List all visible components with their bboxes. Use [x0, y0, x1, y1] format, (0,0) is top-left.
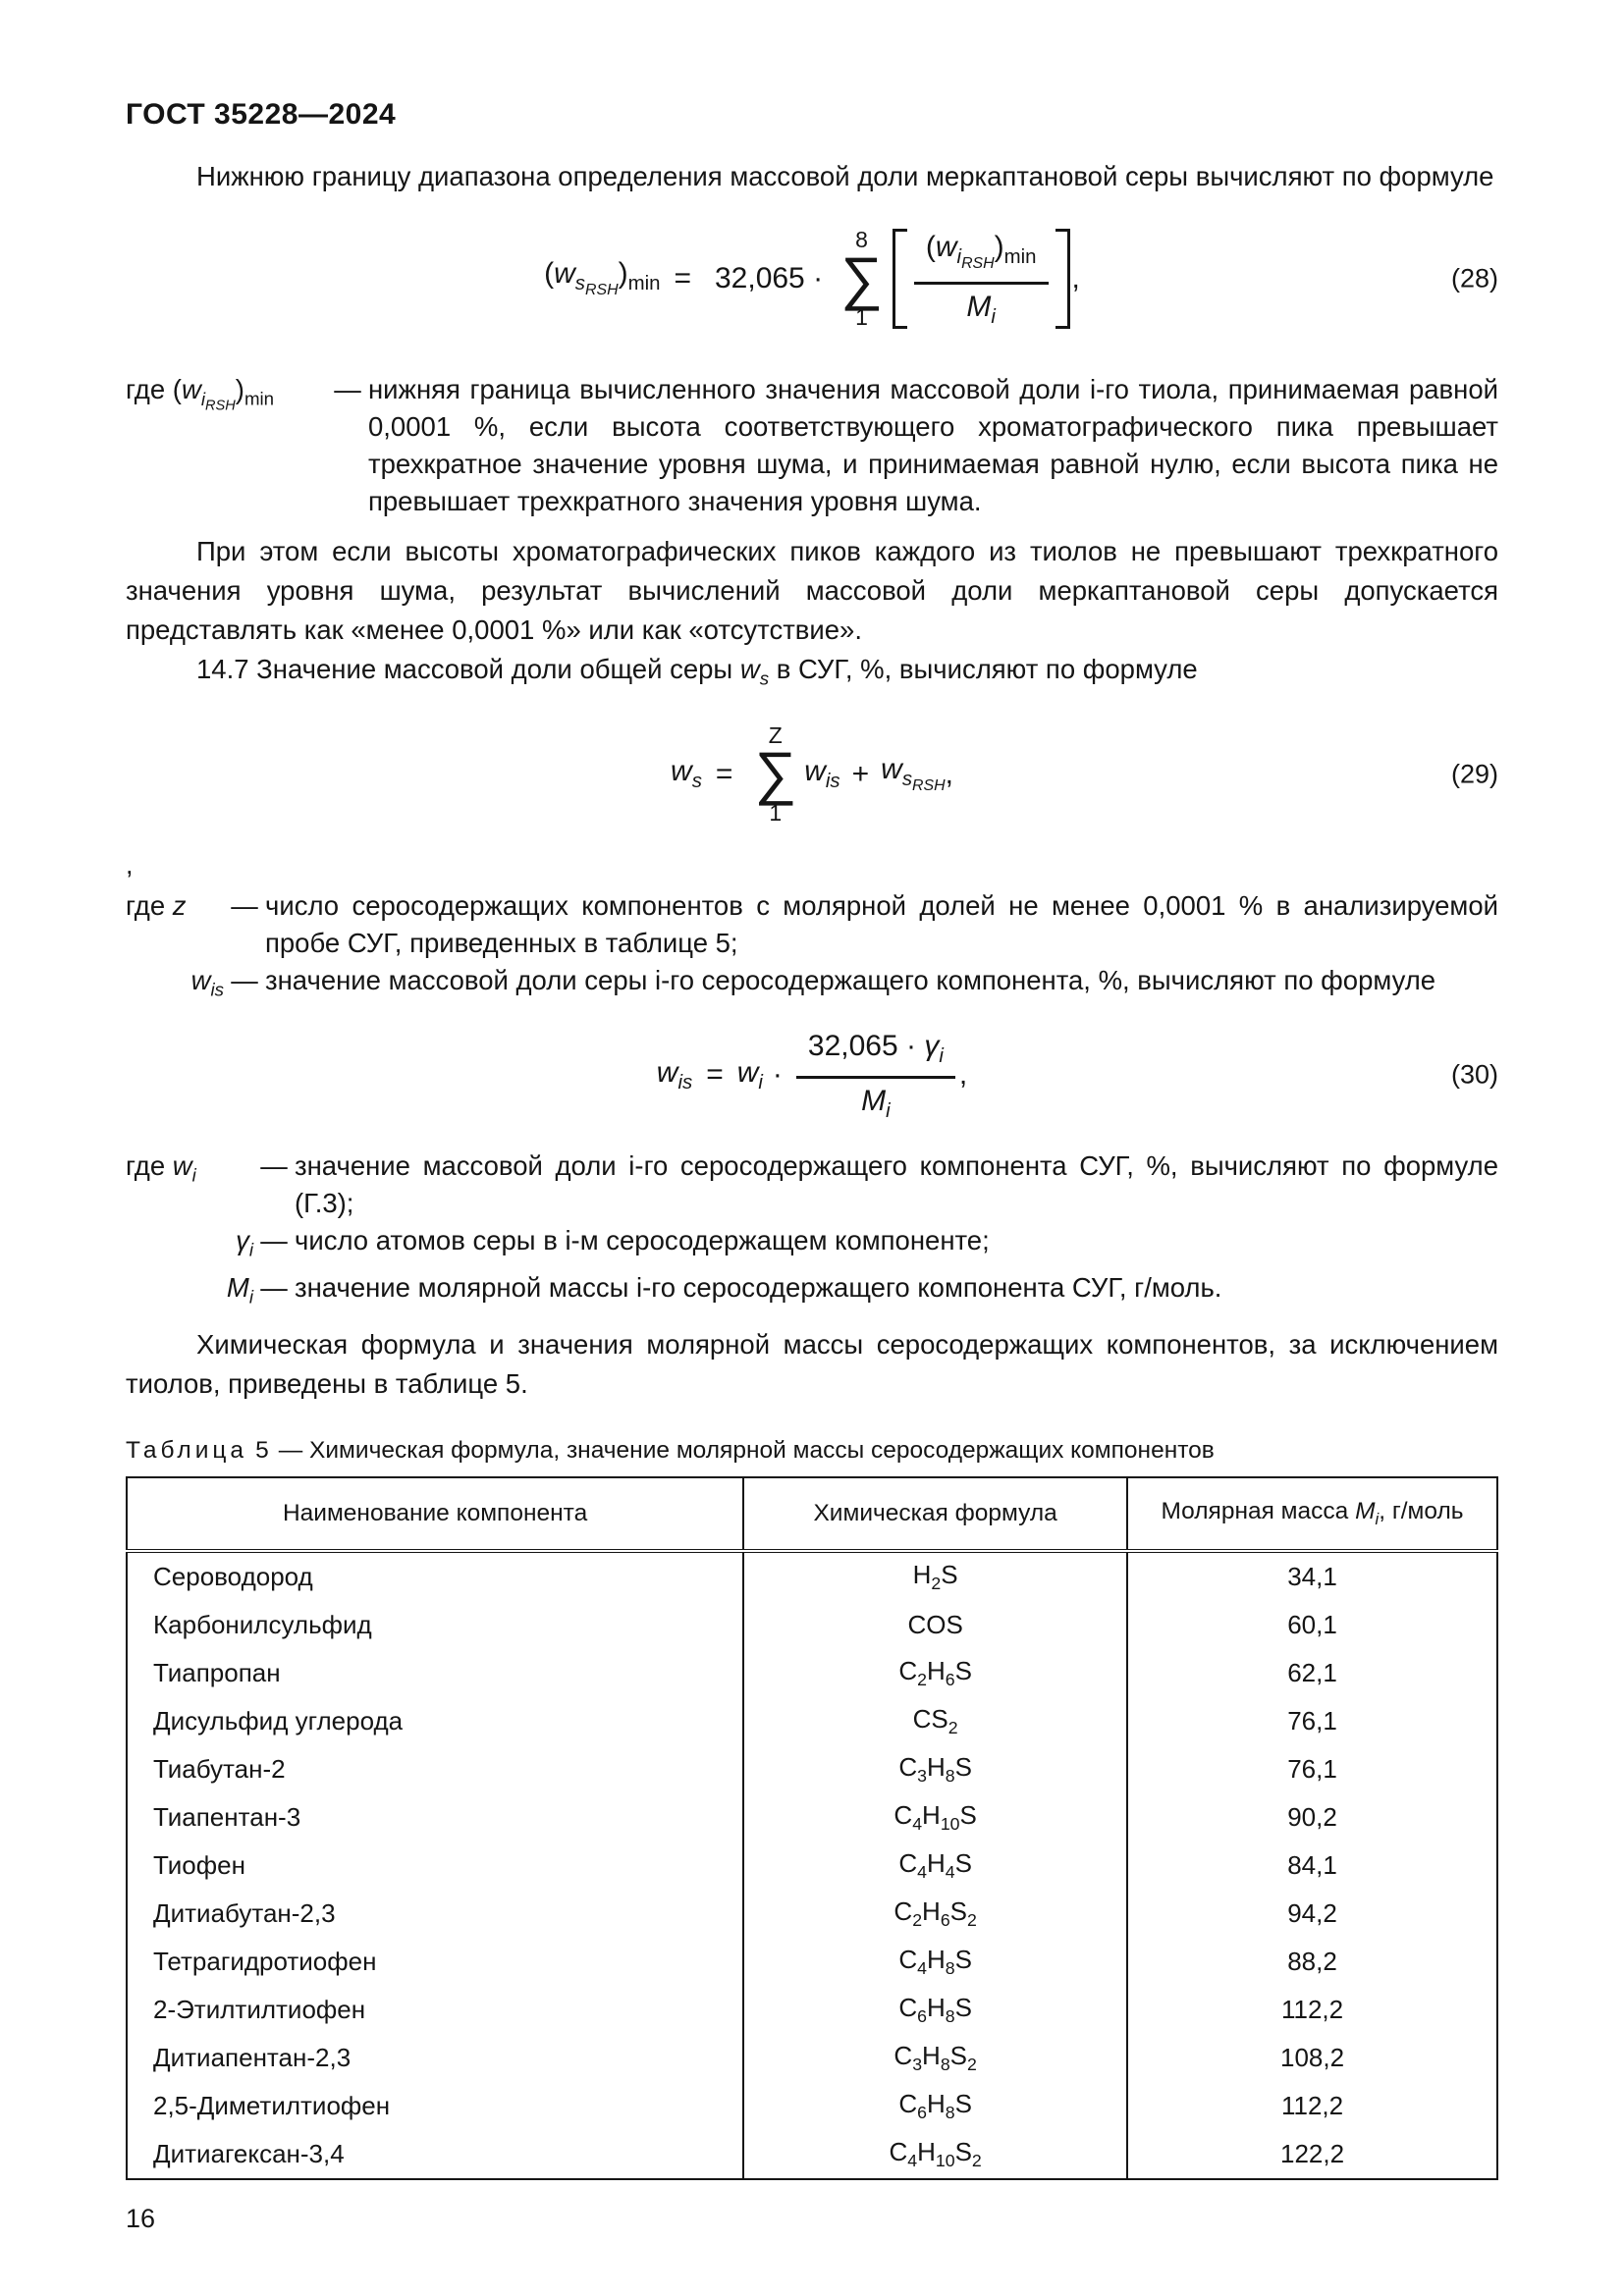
- definition-text: значение молярной массы i-го серосодержащего компонента СУГ, г/моль.: [295, 1271, 1222, 1303]
- definition-text: значение массовой доли серы i-го серосодержащего компонента, %, вычисляют по формуле: [265, 964, 1436, 995]
- trailing-comma: ,: [945, 757, 953, 790]
- table-row: [127, 1649, 1497, 1697]
- table-row: [127, 2034, 1497, 2082]
- fraction-numerator: $(w_{i_{RSH}})_{min}$: [914, 229, 1049, 284]
- cell-molar-mass: 76,1: [1127, 1745, 1497, 1793]
- cell-component-name: 2,5-Диметилтиофен: [127, 2082, 743, 2130]
- cell-chemical-formula: COS: [743, 1601, 1127, 1649]
- cell-component-name: Дисульфид углерода: [127, 1697, 743, 1745]
- formula-28: [126, 210, 1498, 347]
- cell-component-name: 2-Этилтилтиофен: [127, 1986, 743, 2034]
- paragraph-table-ref: Химическая формула и значения молярной массы серосодержащих компонентов, за исключением тиолов, приведены в таблице 5.: [126, 1329, 1498, 1399]
- formula-28-lhs: $(w_{s_{RSH}})_{min}$: [544, 257, 661, 299]
- definition-term: $w_{is}$: [190, 964, 224, 999]
- definition-term: $M_i$: [226, 1271, 253, 1307]
- trailing-comma: ,: [958, 1058, 968, 1091]
- table-row: [127, 2082, 1497, 2130]
- term-wis: $w_{is}$: [804, 755, 840, 792]
- fraction-denominator: $M_i$: [966, 290, 996, 328]
- table-row: [127, 1842, 1497, 1890]
- definition-dash: —: [260, 1150, 288, 1181]
- cell-molar-mass: 88,2: [1127, 1938, 1497, 1986]
- cell-chemical-formula: $C_4H_8S$: [743, 1938, 1127, 1986]
- term-wi: $w_i$: [736, 1055, 763, 1094]
- table-body: [127, 1551, 1497, 2179]
- table-row: [127, 1890, 1497, 1938]
- equals-sign: =: [674, 262, 691, 294]
- paragraph-noise-rule: При этом если высоты хроматографических пиков каждого из тиолов не превышают трехкратного значения уровня шума, результат вычислений массовой доли меркаптановой серы допускается представлять как «менее 0,0001 %» или как «отсутствие».: [126, 536, 1498, 645]
- table-5: [126, 1476, 1498, 2180]
- cell-molar-mass: 60,1: [1127, 1601, 1497, 1649]
- table-row: [127, 1938, 1497, 1986]
- table-row: [127, 1697, 1497, 1745]
- equals-sign: =: [706, 1058, 724, 1091]
- column-header-mass: Молярная масса $M_i$, г/моль: [1127, 1477, 1497, 1551]
- formula-30-lhs: $w_{is}$: [656, 1055, 693, 1094]
- fraction: [796, 1028, 955, 1123]
- cell-chemical-formula: $C_2H_6S$: [743, 1649, 1127, 1697]
- cell-molar-mass: 90,2: [1127, 1793, 1497, 1842]
- bracket-right: [1056, 229, 1070, 328]
- cell-component-name: Карбонилсульфид: [127, 1601, 743, 1649]
- cell-chemical-formula: $H_2S$: [743, 1551, 1127, 1601]
- definition-dash: —: [231, 889, 258, 921]
- bracket-left: [893, 229, 907, 328]
- cell-molar-mass: 84,1: [1127, 1842, 1497, 1890]
- formula-number: (30): [1450, 1059, 1498, 1090]
- cell-component-name: Тетрагидротиофен: [127, 1938, 743, 1986]
- formula-number: (28): [1450, 263, 1498, 294]
- definition-text: нижняя граница вычисленного значения массовой доли i-го тиола, принимаемая равной 0,0001 %, если высота соответствующего хроматографического пика превышает трехкратное значение уровня шума, и принимаемая равной нулю, если высота пика не превышает трехкратного значения уровня шума.: [368, 374, 1498, 516]
- cell-chemical-formula: $C_3H_8S_2$: [743, 2034, 1127, 2082]
- cell-component-name: Тиапентан-3: [127, 1793, 743, 1842]
- table-row: [127, 2130, 1497, 2179]
- stray-comma: ,: [126, 849, 134, 880]
- definition-text: число серосодержащих компонентов с молярной долей не менее 0,0001 % в анализируемой пробе СУГ, приведенных в таблице 5;: [265, 889, 1498, 958]
- coefficient: 32,065 ·: [714, 262, 824, 294]
- cell-component-name: Тиапропан: [127, 1649, 743, 1697]
- definition-dash: —: [260, 1271, 288, 1303]
- cell-component-name: Тиофен: [127, 1842, 743, 1890]
- cell-chemical-formula: $C_3H_8S$: [743, 1745, 1127, 1793]
- cell-chemical-formula: $C_4H_4S$: [743, 1842, 1127, 1890]
- definition-block-30: [126, 1148, 1498, 1315]
- definition-text: число атомов серы в i-м серосодержащем компоненте;: [295, 1225, 990, 1255]
- doc-number: ГОСТ 35228—2024: [126, 98, 397, 131]
- formula-30: [126, 1016, 1498, 1134]
- cell-chemical-formula: $C_6H_8S$: [743, 1986, 1127, 2034]
- cell-chemical-formula: $C_6H_8S$: [743, 2082, 1127, 2130]
- cell-molar-mass: 34,1: [1127, 1551, 1497, 1601]
- cell-molar-mass: 122,2: [1127, 2130, 1497, 2179]
- definition-term: $\gamma_i$: [236, 1225, 253, 1260]
- page-content: [126, 98, 1498, 2234]
- fraction: [914, 229, 1049, 328]
- definition-block-28: [126, 371, 1498, 520]
- cell-component-name: Дитиабутан-2,3: [127, 1890, 743, 1938]
- definition-term: где $(w_{i_{RSH}})_{min}$: [126, 374, 275, 414]
- cell-chemical-formula: $C_4H_{10}S_2$: [743, 2130, 1127, 2179]
- page-number: 16: [126, 2204, 156, 2233]
- definition-block-29: [126, 887, 1498, 1009]
- cell-component-name: Дитиапентан-2,3: [127, 2034, 743, 2082]
- bracketed-fraction: [893, 229, 1070, 328]
- definition-dash: —: [260, 1225, 288, 1255]
- table-caption: Таблица 5 — Химическая формула, значение молярной массы серосодержащих компонентов: [126, 1437, 1215, 1464]
- column-header-formula: Химическая формула: [743, 1477, 1127, 1551]
- equals-sign: =: [715, 757, 733, 790]
- table-row: [127, 1986, 1497, 2034]
- definition-term: где z: [126, 889, 187, 921]
- definition-dash: —: [231, 964, 258, 995]
- cell-molar-mass: 112,2: [1127, 2082, 1497, 2130]
- table-row: [127, 1793, 1497, 1842]
- intro-paragraph: Нижнюю границу диапазона определения массовой доли меркаптановой серы вычисляют по формуле: [196, 161, 1494, 191]
- fraction-denominator: $M_i$: [861, 1084, 891, 1122]
- cell-component-name: Сероводород: [127, 1551, 743, 1601]
- trailing-comma: ,: [1071, 262, 1080, 294]
- multiply-dot: ·: [772, 1058, 783, 1091]
- plus-sign: +: [851, 757, 870, 790]
- cell-molar-mass: 112,2: [1127, 1986, 1497, 2034]
- section-14-7: 14.7 Значение массовой доли общей серы $w_s$ в СУГ, %, вычисляют по формуле: [196, 654, 1198, 689]
- cell-chemical-formula: $C_2H_6S_2$: [743, 1890, 1127, 1938]
- cell-chemical-formula: $CS_2$: [743, 1697, 1127, 1745]
- cell-molar-mass: 62,1: [1127, 1649, 1497, 1697]
- cell-molar-mass: 94,2: [1127, 1890, 1497, 1938]
- sum-symbol: 8 ∑ 1: [840, 227, 883, 331]
- column-header-name: Наименование компонента: [127, 1477, 743, 1551]
- definition-term: где $w_i$: [126, 1150, 196, 1186]
- sum-symbol: Z ∑ 1: [754, 721, 797, 826]
- cell-component-name: Дитиагексан-3,4: [127, 2130, 743, 2179]
- cell-component-name: Тиабутан-2: [127, 1745, 743, 1793]
- formula-29-lhs: $w_s$: [671, 755, 702, 792]
- definition-dash: —: [334, 374, 361, 404]
- cell-molar-mass: 76,1: [1127, 1697, 1497, 1745]
- table-row: [127, 1551, 1497, 1601]
- formula-29: [126, 701, 1498, 848]
- cell-molar-mass: 108,2: [1127, 2034, 1497, 2082]
- fraction-numerator: $32,065 \cdot \gamma_i$: [796, 1028, 955, 1079]
- table-row: [127, 1745, 1497, 1793]
- term-wsrsh: $w_{s_{RSH}}$: [881, 752, 946, 795]
- cell-chemical-formula: $C_4H_{10}S$: [743, 1793, 1127, 1842]
- formula-number: (29): [1450, 759, 1498, 788]
- table-row: [127, 1601, 1497, 1649]
- table-header-row: [127, 1477, 1497, 1551]
- definition-text: значение массовой доли i-го серосодержащего компонента СУГ, %, вычисляют по формуле (Г.3);: [295, 1150, 1498, 1218]
